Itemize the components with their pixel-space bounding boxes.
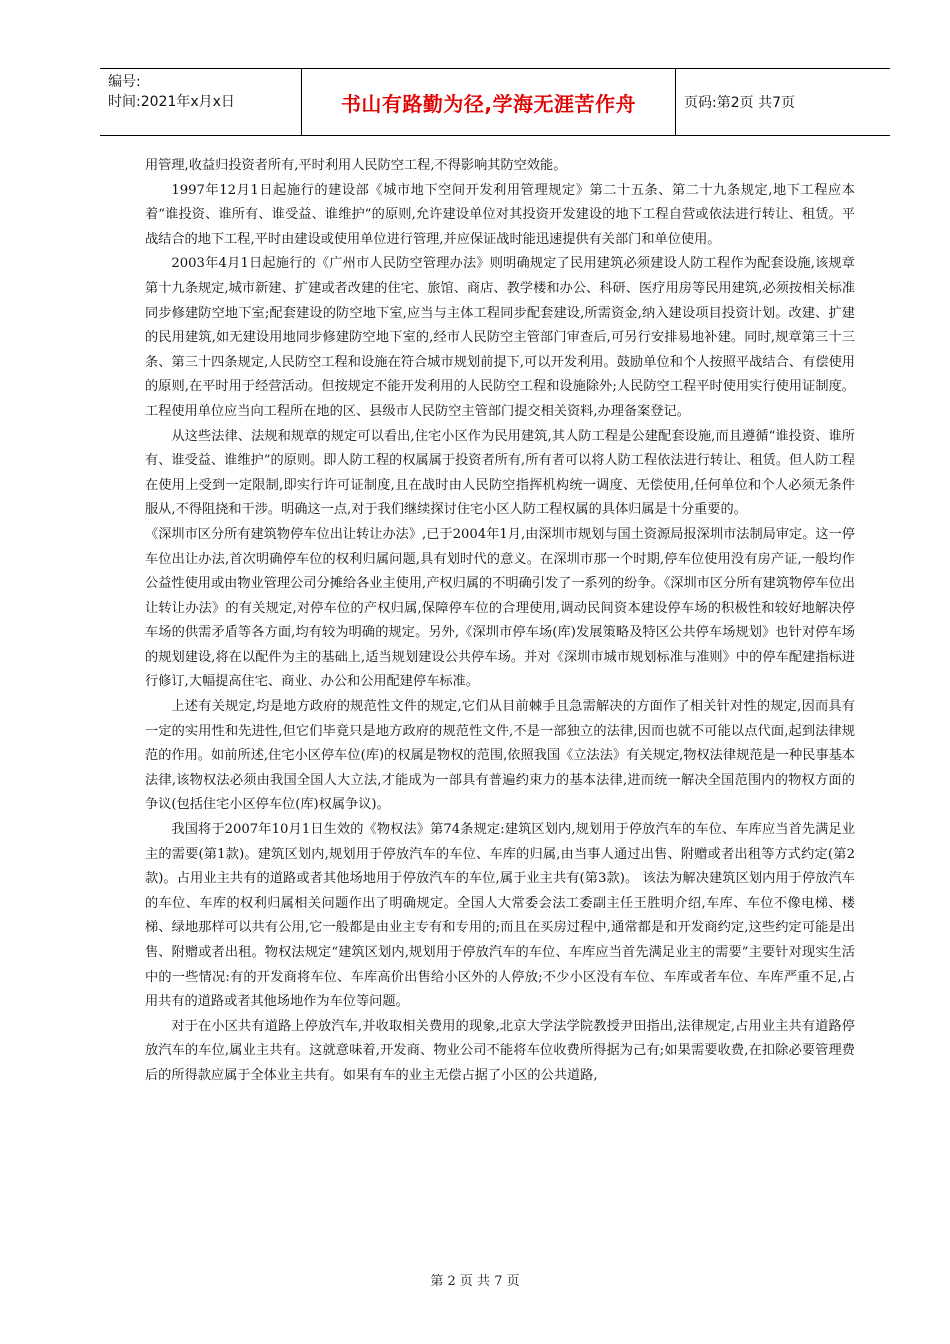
paragraph: 我国将于2007年10月1日生效的《物权法》第74条规定:建筑区划内,规划用于停放汽车的车位、车库应当首先满足业主的需要(第1款)。建筑区划内,规划用于停放汽车的车位、车库的归属,由当事人通过出售、附赠或者出租等方式约定(第2款)。占用业主共有的道路或者其他场地用于停放汽车的车位,属于业主共有(第3款)。 该法为解决建筑区划内用于停放汽车的车位、车库的权利归属相关问题作出了明确规定。全国人大常委会法工委副主任王胜明介绍,车库、车位不像电梯、楼梯、绿地那样可以共有公用,它一般都是由业主专有和专用的;而且在买房过程中,通常都是和开发商约定,这些约定可能是出售、附赠或者出租。物权法规定“建筑区划内,规划用于停放汽车的车位、车库应当首先满足业主的需要”主要针对现实生活中的一些情况:有的开发商将车位、车库高价出售给小区外的人停放;不少小区没有车位、车库或者车位、车库严重不足,占用共有的道路或者其他场地作为车位等问题。 bbox=[145, 822, 855, 1010]
document-body bbox=[145, 154, 855, 1089]
paragraph: 1997年12月1日起施行的建设部《城市地下空间开发利用管理规定》第二十五条、第二十九条规定,地下工程应本着“谁投资、谁所有、谁受益、谁维护”的原则,允许建设单位对其投资开发建设的地下工程自营或依法进行转让、租赁。平战结合的地下工程,平时由建设或使用单位进行管理,并应保证战时能迅速提供有关部门和单位使用。 bbox=[145, 182, 855, 247]
paragraph: 《深圳市区分所有建筑物停车位出让转让办法》,已于2004年1月,由深圳市规划与国土资源局报深圳市法制局审定。这一停车位出让办法,首次明确停车位的权利归属问题,具有划时代的意义。在深圳市那一个时期,停车位使用没有房产证,一般均作公益性使用或由物业管理公司分摊给各业主使用,产权归属的不明确引发了一系列的纷争。《深圳市区分所有建筑物停车位出让转让办法》的有关规定,对停车位的产权归属,保障停车位的合理使用,调动民间资本建设停车场的积极性和较好地解决停车场的供需矛盾等各方面,均有较为明确的规定。另外,《深圳市停车场(库)发展策略及特区公共停车场规划》也针对停车场的规划建设,将在以配件为主的基础上,适当规划建设公共停车场。并对《深圳市城市规划标准与准则》中的停车配建指标进行修订,大幅提高住宅、商业、办公和公用配建停车标准。 bbox=[145, 526, 855, 690]
page-header bbox=[100, 68, 890, 136]
paragraph-continuation: 用管理,收益归投资者所有,平时利用人民防空工程,不得影响其防空效能。 bbox=[145, 158, 567, 173]
paragraph: 对于在小区共有道路上停放汽车,并收取相关费用的现象,北京大学法学院教授尹田指出,法律规定,占用业主共有道路停放汽车的车位,属业主共有。这就意味着,开发商、物业公司不能将车位收费所得据为己有;如果需要收费,在扣除必要管理费后的所得款应属于全体业主共有。如果有车的业主无偿占据了小区的公共道路, bbox=[145, 1018, 855, 1083]
paragraph: 2003年4月1日起施行的《广州市人民防空管理办法》则明确规定了民用建筑必须建设人防工程作为配套设施,该规章第十九条规定,城市新建、扩建或者改建的住宅、旅馆、商店、教学楼和办公、科研、医疗用房等民用建筑,必须按相关标准同步修建防空地下室;配套建设的防空地下室,应当与主体工程同步配套建设,所需资金,纳入建设项目投资计划。改建、扩建的民用建筑,如无建设用地同步修建防空地下室的,经市人民防空主管部门审查后,可另行安排易地补建。同时,规章第三十三条、第三十四条规定,人民防空工程和设施在符合城市规划前提下,可以开发利用。鼓励单位和个人按照平战结合、有偿使用的原则,在平时用于经营活动。但按规定不能开发利用的人民防空工程和设施除外;人民防空工程平时使用实行使用证制度。工程使用单位应当向工程所在地的区、县级市人民防空主管部门提交相关资料,办理备案登记。 bbox=[145, 256, 855, 419]
paragraph: 上述有关规定,均是地方政府的规范性文件的规定,它们从目前棘手且急需解决的方面作了相关针对性的规定,因而具有一定的实用性和先进性,但它们毕竟只是地方政府的规范性文件,不是一部独立的法律,因而也就不可能以点代面,起到法律规范的作用。如前所述,住宅小区停车位(库)的权属是物权的范围,依照我国《立法法》有关规定,物权法律规范是一种民事基本法律,该物权法必须由我国全国人大立法,才能成为一部具有普遍约束力的基本法律,进而统一解决全国范围内的物权方面的争议(包括住宅小区停车位(库)权属争议)。 bbox=[145, 699, 855, 813]
header-meta bbox=[100, 69, 302, 135]
header-motto: 书山有路勤为径,学海无涯苦作舟 bbox=[340, 91, 637, 116]
header-page-number: 页码:第2页 共7页 bbox=[684, 95, 795, 111]
document-date: 时间:2021年x月x日 bbox=[108, 94, 235, 110]
paragraph: 从这些法律、法规和规章的规定可以看出,住宅小区作为民用建筑,其人防工程是公建配套设施,而且遵循“谁投资、谁所有、谁受益、谁维护”的原则。即人防工程的权属属于投资者所有,所有者可以将人防工程依法进行转让、租赁。但人防工程在使用上受到一定限制,即实行许可证制度,且在战时由人民防空指挥机构统一调度、无偿使用,任何单位和个人必须无条件服从,不得阻挠和干涉。明确这一点,对于我们继续探讨住宅小区人防工程权属的具体归属是十分重要的。 bbox=[145, 428, 855, 518]
header-motto-cell bbox=[302, 69, 676, 135]
page-footer: 第 2 页 共 7 页 bbox=[430, 1274, 520, 1289]
header-page-cell bbox=[676, 69, 890, 135]
document-number-label: 编号: bbox=[108, 74, 141, 90]
